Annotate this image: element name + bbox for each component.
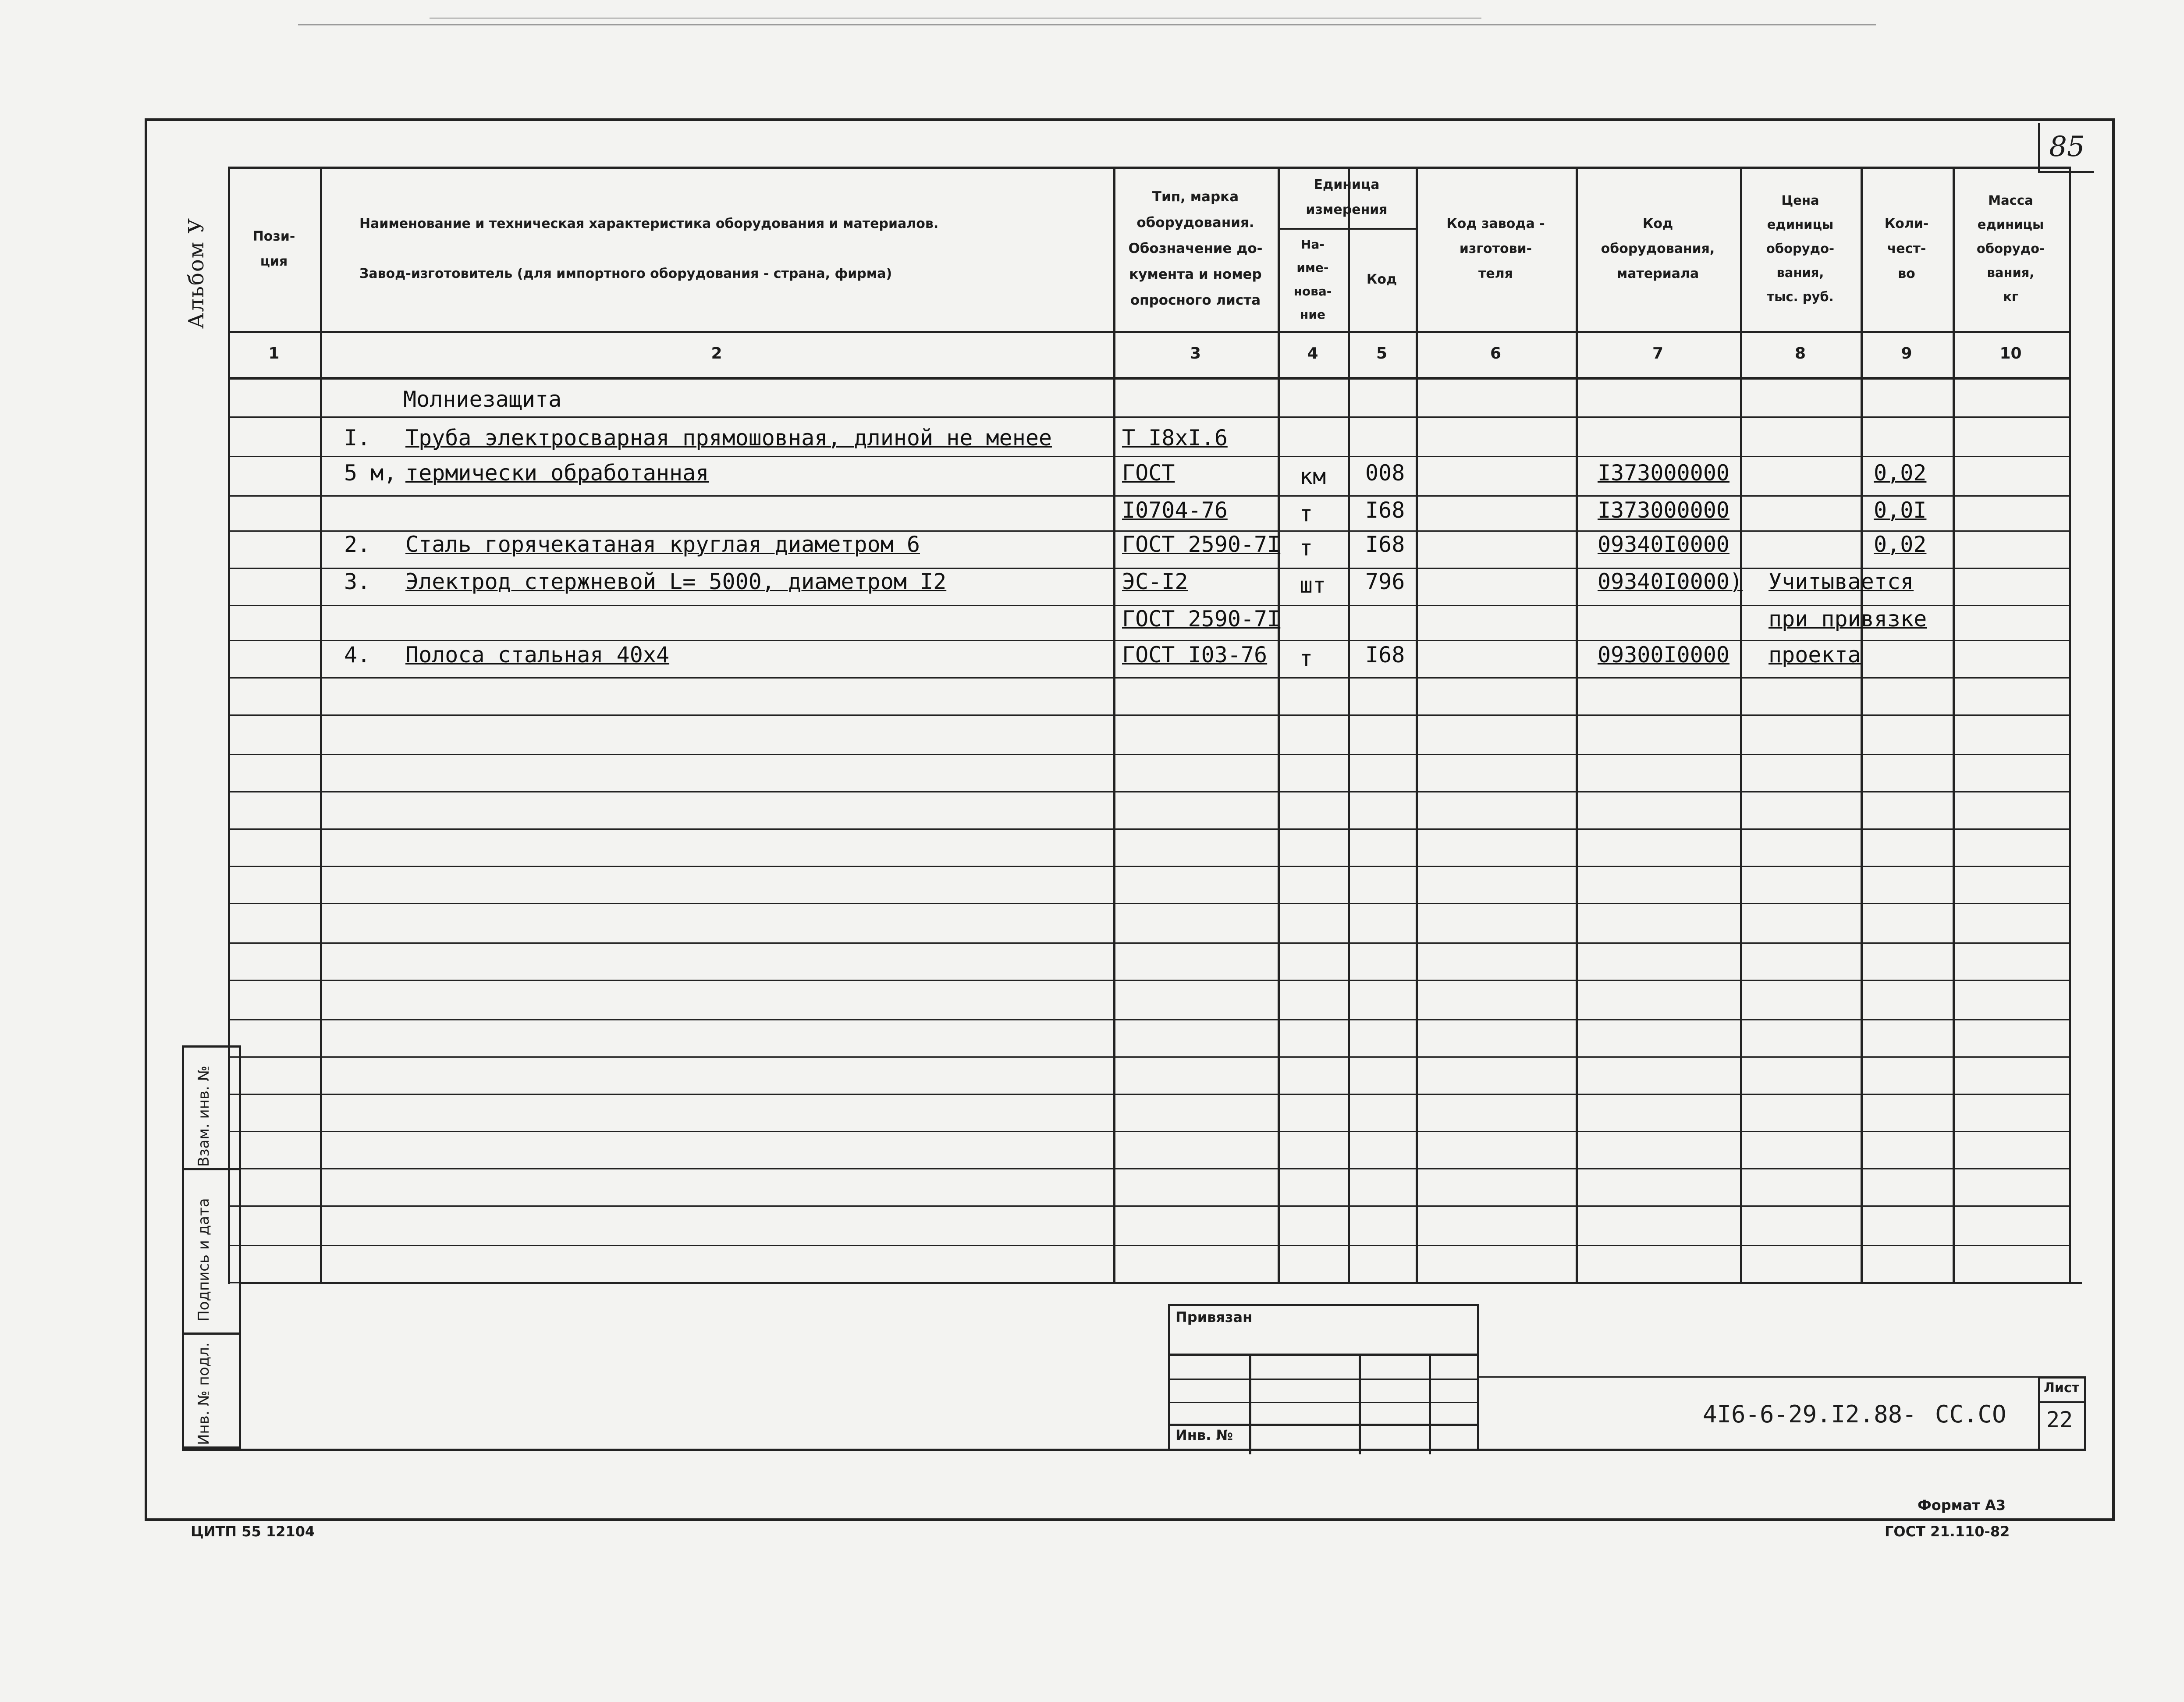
header-factory-code: Код завода - изготови- теля [1446,216,1545,281]
row-divider [228,640,2069,641]
column-number: 7 [1652,345,1664,363]
row-quantity: 0,02 [1874,532,1927,557]
header-mass: Масса единицы оборудо- вания, кг [1976,192,2045,305]
row-divider [228,1131,2069,1132]
row-type: ГОСТ 2590-7I [1122,606,1281,632]
format-label: Формат А3 [1918,1497,2006,1514]
row-divider [228,714,2069,716]
row-unit-name: шт [1300,572,1326,598]
row-type: I0704-76 [1122,497,1228,523]
column-number: 2 [711,345,722,363]
column-number: 8 [1794,345,1806,363]
row-quantity: 0,02 [1874,460,1927,486]
row-divider [228,416,2069,418]
header-quantity: Коли- чест- во [1884,216,1929,281]
row-equipment-code: 09340I0000) [1598,569,1743,594]
row-position: 4. [344,642,371,668]
row-name: Сталь горячекатаная круглая диаметром 6 [405,532,920,557]
row-type: ГОСТ I03-76 [1122,642,1268,668]
row-divider [228,1094,2069,1095]
row-divider [228,980,2069,981]
row-unit-code: 796 [1365,569,1405,594]
strip-podpis-label: Подпись и дата [195,1198,213,1322]
row-divider [228,903,2069,904]
row-type: ГОСТ [1122,460,1175,486]
row-equipment-code: 09340I0000 [1598,532,1730,557]
binding-stamp-title: Привязан [1175,1309,1253,1325]
strip-inv [182,1332,241,1449]
column-divider [2069,167,2071,1284]
header-price: Цена единицы оборудо- вания, тыс. руб. [1766,192,1835,305]
row-position: 2. [344,532,371,557]
row-price-note: при привязке [1769,606,1927,632]
column-number: 10 [1999,345,2022,363]
row-unit-code: I68 [1365,497,1405,523]
strip-vzam [182,1045,241,1170]
title-block-doc-line [1479,1376,2086,1378]
header-unit-name: На- име- нова- ние [1293,237,1332,322]
document-suffix: СС.СО [1935,1400,2006,1428]
column-number: 3 [1190,345,1201,363]
row-divider [228,1205,2069,1207]
row-divider [228,495,2069,497]
row-equipment-code: I373000000 [1598,497,1730,523]
gost-label: ГОСТ 21.110-82 [1885,1523,2010,1540]
row-type: ГОСТ 2590-7I [1122,532,1281,557]
row-name: термически обработанная [405,460,709,486]
header-equipment-code: Код оборудования, материала [1601,216,1715,281]
row-divider [228,1168,2069,1169]
row-divider [228,942,2069,944]
row-type: Т I8xI.6 [1122,425,1228,451]
album-label: Альбом У [184,217,209,329]
row-type: ЭС-I2 [1122,569,1188,594]
list-label: Лист [2044,1380,2080,1396]
row-unit-code: I68 [1365,642,1405,668]
strip-inv-label: Инв. № подл. [195,1342,213,1445]
scan-artifact-line [298,24,1876,25]
row-unit-name: т [1300,535,1313,561]
row-divider [228,1019,2069,1020]
scan-artifact-line [430,18,1481,19]
header-unit-code: Код [1366,272,1397,287]
row-divider [228,1245,2069,1246]
title-block-line [241,1282,2082,1284]
row-quantity: 0,0I [1874,497,1927,523]
column-number: 6 [1490,345,1502,363]
row-unit-name: т [1300,501,1313,526]
row-divider [228,866,2069,867]
binding-stamp-inv: Инв. № [1175,1427,1233,1443]
row-position: I. [344,425,371,451]
row-unit-name: км [1300,464,1326,489]
row-name: Труба электросварная прямошовная, длиной не менее [405,425,1052,451]
column-number: 1 [268,345,280,363]
list-box [2038,1376,2086,1451]
row-equipment-code: 09300I0000 [1598,642,1730,668]
column-number: 5 [1376,345,1388,363]
list-value: 22 [2046,1407,2073,1432]
row-divider [228,828,2069,830]
title-block-bottom-line [182,1449,2086,1451]
header-unit: Единица измерения [1306,177,1388,217]
column-number: 4 [1307,345,1318,363]
strip-podpis [182,1168,241,1335]
row-price-note: проекта [1769,642,1861,668]
row-divider [228,791,2069,792]
row-divider [228,754,2069,755]
column-number: 9 [1901,345,1912,363]
header-position: Пози- ция [252,228,295,269]
row-equipment-code: I373000000 [1598,460,1730,486]
row-divider [228,1056,2069,1058]
row-divider [228,377,2069,378]
citp-label: ЦИТП 55 12104 [191,1523,315,1540]
row-name: Электрод стержневой L= 5000, диаметром I2 [405,569,947,594]
header-type: Тип, марка оборудования. Обозначение до- кумента и номер опросного листа [1128,189,1263,308]
row-name: Молниезащита [403,387,562,412]
strip-vzam-label: Взам. инв. № [195,1066,213,1167]
row-unit-name: т [1300,646,1313,671]
row-divider [228,677,2069,679]
row-unit-code: 008 [1365,460,1405,486]
binding-stamp [1168,1304,1479,1451]
sheet-number: 85 [2038,123,2094,173]
header-name: Наименование и техническая характеристика оборудования и материалов. Завод-изготовитель (для импортного оборудования - страна, фирма) [359,216,939,281]
row-position: 5 м, [344,460,397,486]
row-position: 3. [344,569,371,594]
row-unit-code: I68 [1365,532,1405,557]
row-name: Полоса стальная 40х4 [405,642,670,668]
row-price-note: Учитывается [1769,569,1914,594]
document-code: 4I6-6-29.I2.88- [1703,1400,1917,1428]
row-divider [228,456,2069,457]
